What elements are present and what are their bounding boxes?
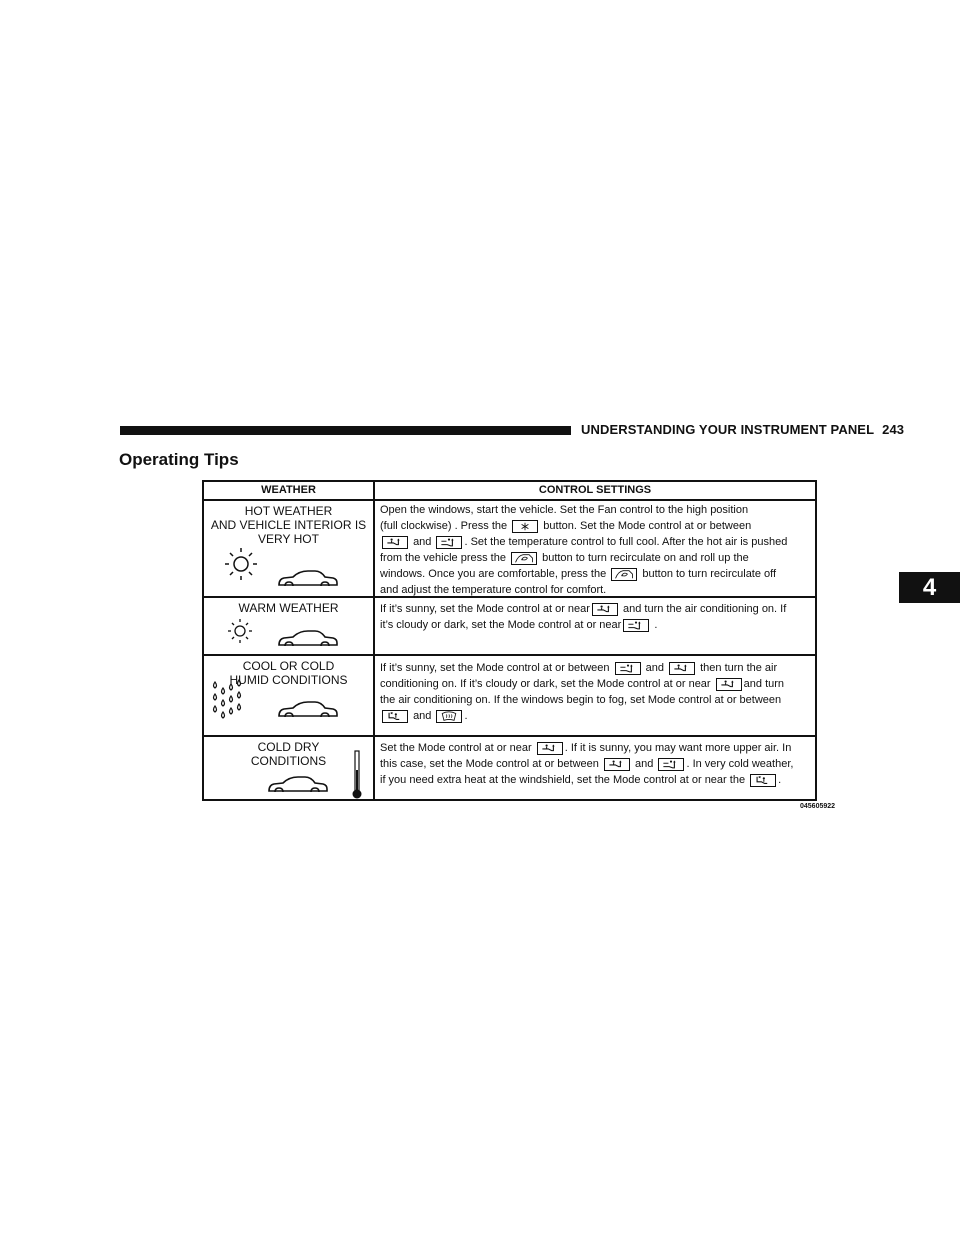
mode-floor-defrost-icon — [750, 774, 776, 787]
car-icon — [277, 568, 339, 590]
mode-floor-icon — [537, 742, 563, 755]
row-divider — [204, 654, 815, 656]
figure-code: 045605922 — [800, 803, 836, 810]
car-icon — [277, 699, 339, 721]
settings-cold-dry: Set the Mode control at or near . If it is sunny, you may want more upper air. In this case, set the Mode control at or between and . In very cold weather, if you need extra heat at the windshield, set the Mode control at or near the . — [380, 742, 794, 786]
mode-floor-defrost-icon — [382, 710, 408, 723]
column-divider — [373, 482, 375, 799]
page-number: 243 — [882, 422, 905, 437]
recirculate-icon — [611, 568, 637, 581]
ac-snowflake-icon — [512, 520, 538, 533]
car-icon — [277, 628, 339, 650]
weather-cold-dry: COLD DRY CONDITIONS — [250, 740, 327, 768]
mode-bilevel-icon — [658, 758, 684, 771]
weather-hot: HOT WEATHER AND VEHICLE INTERIOR IS VERY HOT — [210, 504, 367, 546]
mode-floor-icon — [382, 536, 408, 549]
weather-warm: WARM WEATHER — [238, 601, 339, 615]
header-title: UNDERSTANDING YOUR INSTRUMENT PANEL — [581, 422, 875, 437]
settings-cool-humid: If it’s sunny, set the Mode control at or between and then turn the air conditioning on. If it’s cloudy or dark, set the Mode control at or near and turn the air conditioning on. If the windows begin to fog, set Mode control at or between and . — [380, 662, 785, 722]
raindrops-icon — [211, 678, 251, 722]
weather-cool-humid: COOL OR COLD HUMID CONDITIONS — [229, 659, 348, 687]
settings-hot: Open the windows, start the vehicle. Set the Fan control to the high position (full clockwise) . Press the button. Set the Mode control at or between and . Set the temperature control to full cool. After the hot air is pushed from the vehicle press the button to turn recirculate on and roll up the windows. Once you are comfortable, press the button to turn recirculate off and adjust the temperature control for comfort. — [380, 504, 788, 596]
car-icon — [267, 774, 329, 796]
sun-icon — [226, 618, 256, 644]
sun-icon — [222, 546, 262, 582]
mode-bilevel-icon — [623, 619, 649, 632]
mode-bilevel-icon — [436, 536, 462, 549]
mode-floor-icon — [592, 603, 618, 616]
recirculate-icon — [511, 552, 537, 565]
operating-tips-table — [202, 480, 817, 801]
mode-floor-icon — [604, 758, 630, 771]
header-rule — [120, 426, 571, 435]
mode-floor-icon — [716, 678, 742, 691]
running-header — [581, 422, 904, 437]
row-divider — [204, 735, 815, 737]
defrost-icon — [436, 710, 462, 723]
column-header-weather: WEATHER — [261, 484, 316, 496]
chapter-tab: 4 — [899, 572, 960, 603]
header-divider — [204, 499, 815, 501]
thermometer-icon — [351, 750, 363, 800]
section-title: Operating Tips — [119, 450, 239, 469]
mode-floor-icon — [669, 662, 695, 675]
mode-bilevel-icon — [615, 662, 641, 675]
column-header-settings: CONTROL SETTINGS — [538, 484, 652, 496]
settings-warm: If it’s sunny, set the Mode control at or near and turn the air conditioning on. If it’s cloudy or dark, set the Mode control at or near . — [380, 603, 787, 631]
